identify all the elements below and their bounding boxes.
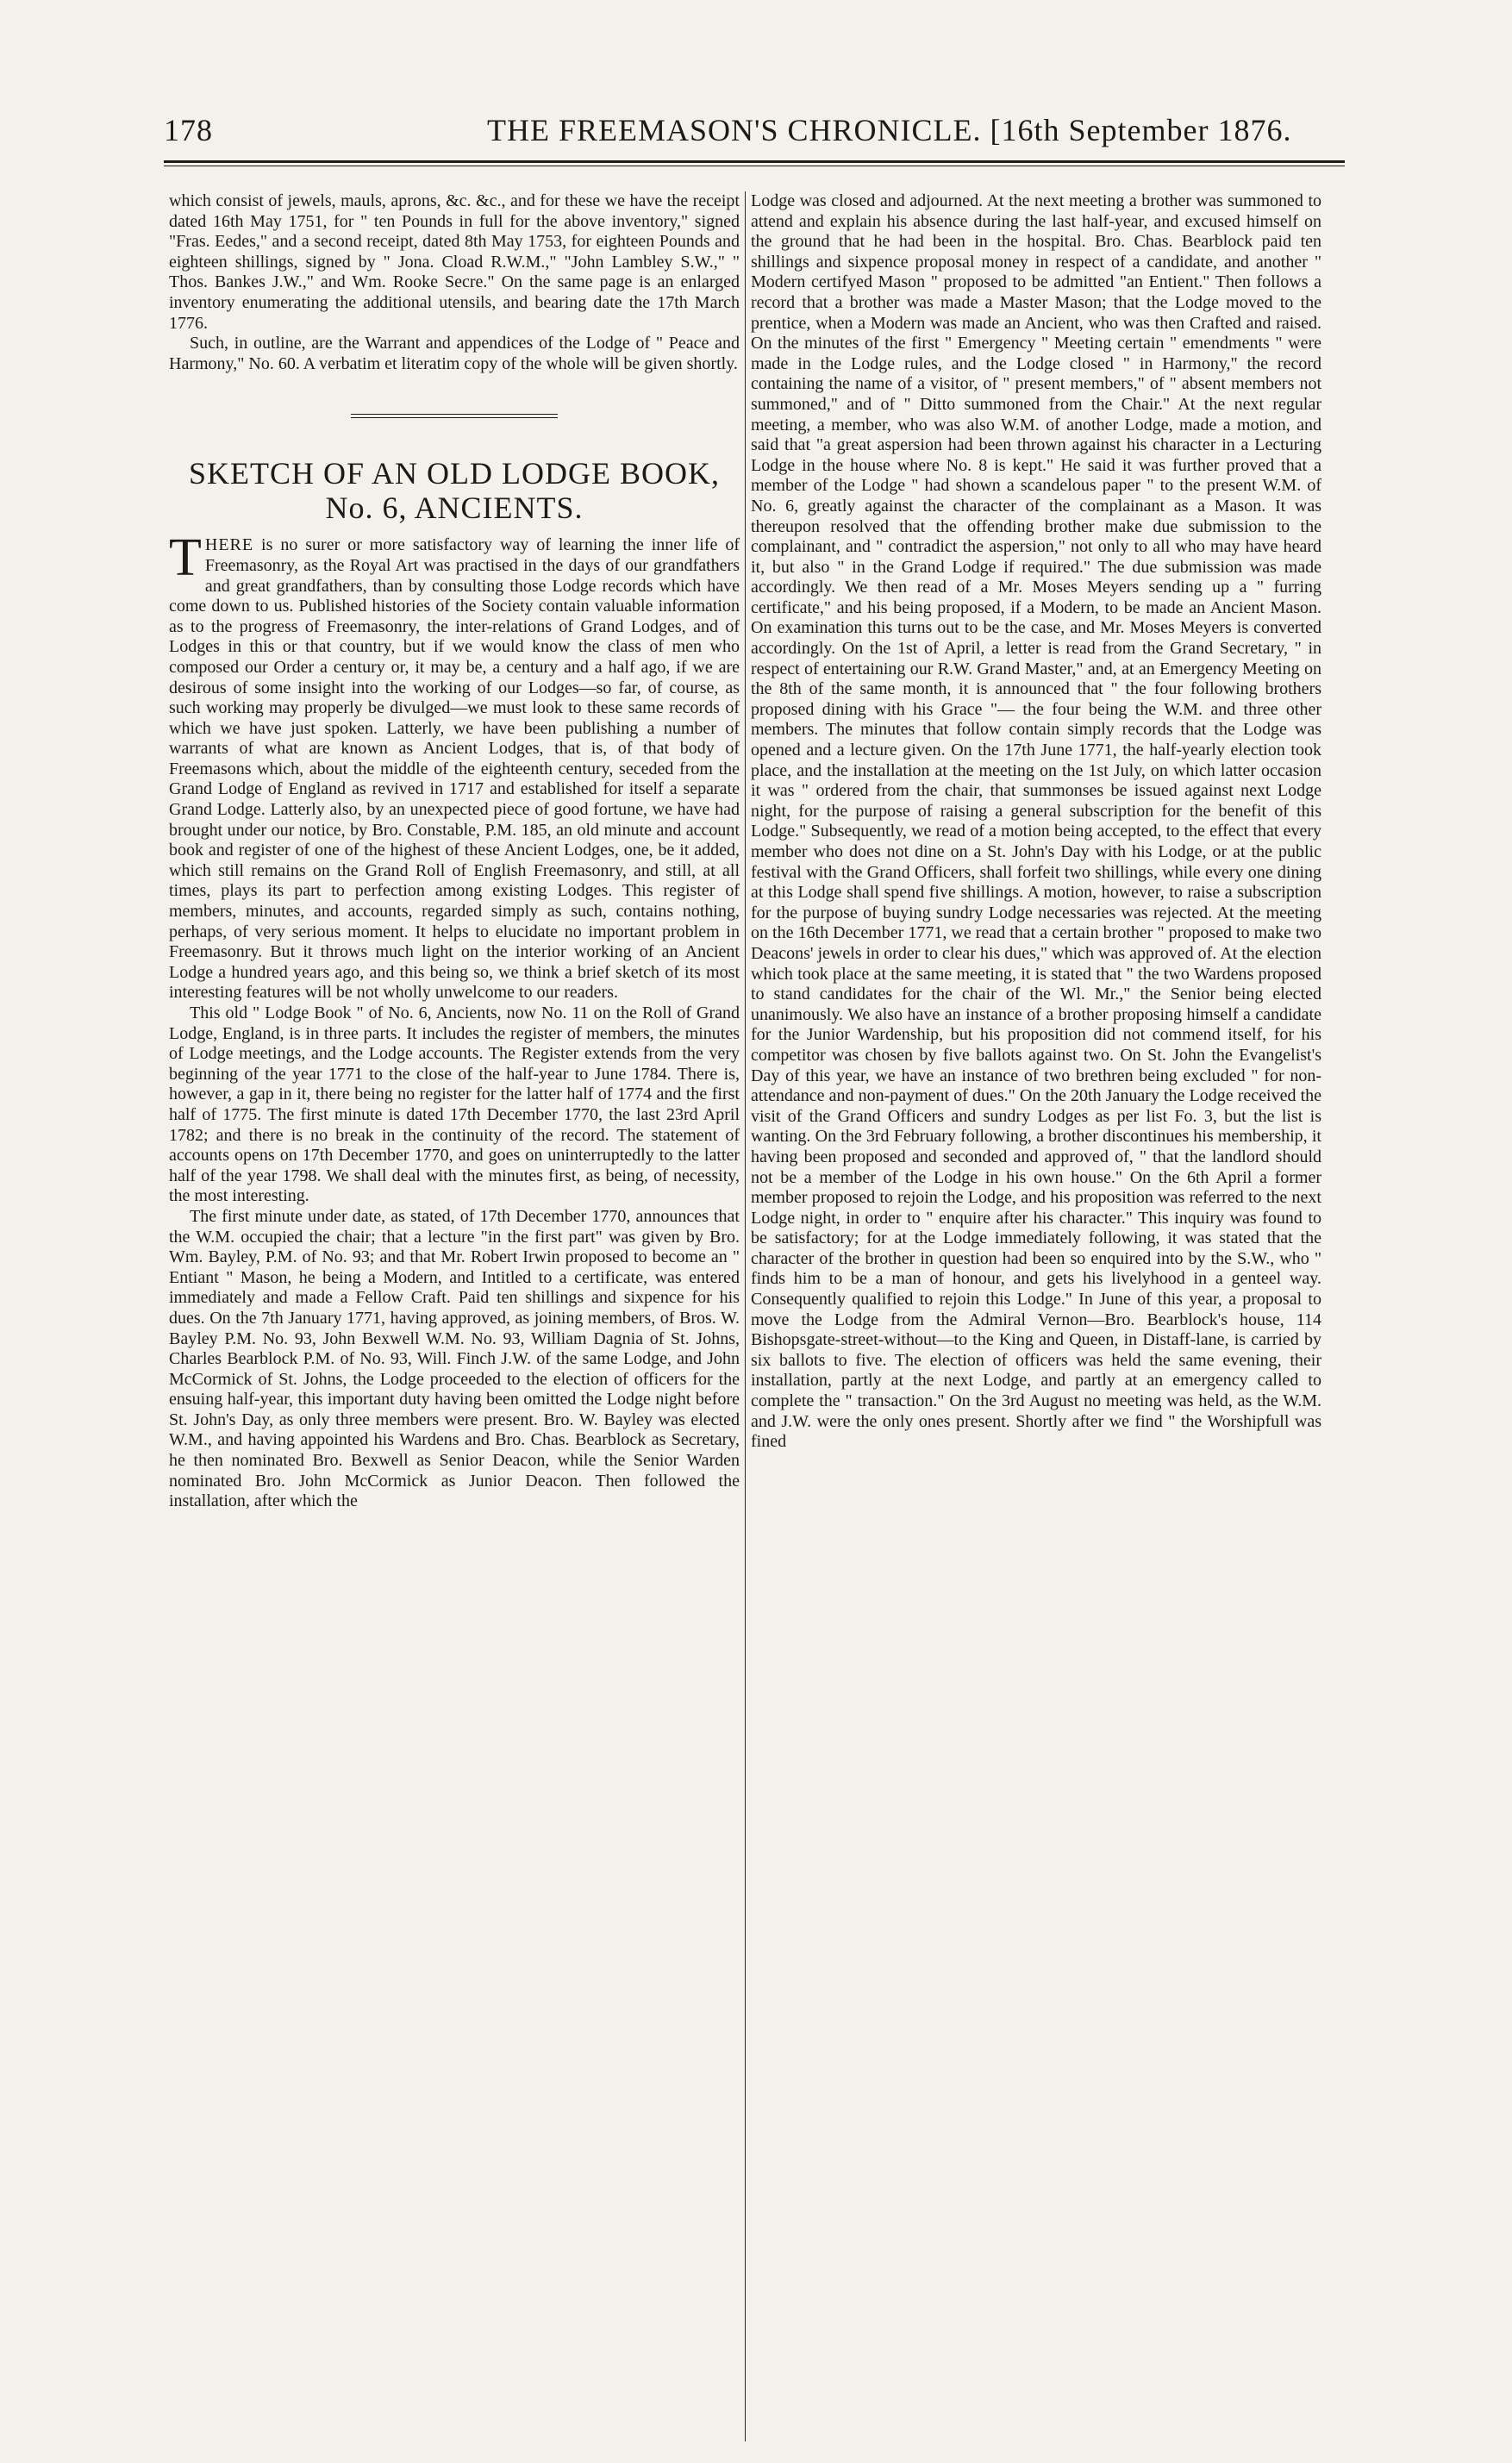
- page-number: 178: [164, 113, 213, 147]
- right-column: [751, 191, 1321, 2441]
- left-paragraph-5: The first minute under date, as stated, of 17th December 1770, announces that the W.M. occupied the chair; that a lecture "in the first part" was given by Bro. Wm. Bayley, P.M. of No. 93; and that Mr. Robert Irwin proposed to become an " Entiant " Mason, he being a Modern, and Intitled to a certificate, was entered immediately and made a Fellow Craft. Paid ten shillings and sixpence for his dues. On the 7th January 1771, having approved, as joining members, of Bros. W. Bayley P.M. No. 93, John Bexwell W.M. No. 93, William Dagnia of St. Johns, Charles Bearblock P.M. of No. 93, Will. Finch J.W. of the same Lodge, and John McCormick of St. Johns, the Lodge proceeded to the election of officers for the ensuing half-year, this important duty having been omitted the Lodge night before St. John's Day, as only three members were present. Bro. W. Bayley was elected W.M., and having appointed his Wardens and Bro. Chas. Bearblock as Secretary, he then nominated Bro. Bexwell as Senior Deacon, while the Senior Warden nominated Bro. John McCormick as Junior Deacon. Then followed the installation, after which the: [169, 1206, 740, 1511]
- article-title-line-1: SKETCH OF AN OLD LODGE BOOK,: [188, 456, 720, 491]
- section-separator: [351, 414, 558, 418]
- left-column: [169, 191, 740, 2441]
- lead-word: HERE: [204, 535, 254, 555]
- masthead: THE FREEMASON'S CHRONICLE. [16th September 1876.: [487, 113, 1292, 147]
- left-paragraph-2: Such, in outline, are the Warrant and appendices of the Lodge of " Peace and Harmony," No. 60. A verbatim et literatim copy of the whole will be given shortly.: [169, 334, 740, 373]
- page-header: [164, 112, 1345, 157]
- left-paragraph-4: This old " Lodge Book " of No. 6, Ancients, now No. 11 on the Roll of Grand Lodge, England, is in three parts. It includes the register of members, the minutes of Lodge meetings, and the Lodge accounts. The Register extends from the very beginning of the year 1771 to the close of the half-year to June 1784. There is, however, a gap in it, there being no register for the latter half of 1774 and the first half of 1775. The first minute is dated 17th December 1770, the last 23rd April 1782; and there is no break in the continuity of the record. The statement of accounts opens on 17th December 1770, and goes on uninterruptedly to the latter half of the year 1798. We shall deal with the minutes first, as being, of necessity, the most interesting.: [169, 1003, 740, 1206]
- header-rule: [164, 160, 1345, 166]
- left-paragraph-3-text: is no surer or more satisfactory way of learning the inner life of Freemasonry, as the Royal Art was practised in the days of our grandfathers and great grandfathers, than by consulting those Lodge records which have come down to us. Published histories of the Society contain valuable information as to the progress of Freemasonry, the inter-relations of Grand Lodges, and of Lodges in this or that country, but if we would know the class of men who composed our Order a century or, it may be, a century and a half ago, if we are desirous of some insight into the working of our Lodges—so far, of course, as such working may properly be divulged—we must look to these same records of which we have just spoken. Latterly, we have been publishing a number of warrants of what are known as Ancient Lodges, that is, of that body of Freemasons which, about the middle of the eighteenth century, seceded from the Grand Lodge of England as revived in 1717 and established for itself a separate Grand Lodge. Latterly also, by an unexpected piece of good fortune, we have had brought under our notice, by Bro. Constable, P.M. 185, an old minute and account book and register of one of the highest of these Ancient Lodges, one, be it added, which still remains on the Grand Roll of English Freemasonry, and still, at all times, plays its part to perfection among existing Lodges. This register of members, minutes, and accounts, regarded simply as such, contains nothing, perhaps, of very serious moment. It helps to elucidate no important problem in Freemasonry. But it throws much light on the interior working of an Ancient Lodge a hundred years ago, and this being so, we think a brief sketch of its most interesting features will be not wholly unwelcome to our readers.: [169, 535, 740, 1003]
- left-paragraph-3: [169, 528, 740, 1003]
- drop-cap: T: [169, 528, 202, 588]
- article-title-line-2: No. 6, ANCIENTS.: [325, 491, 584, 526]
- left-paragraph-1: which consist of jewels, mauls, aprons, &c. &c., and for these we have the receipt dated 16th May 1751, for " ten Pounds in full for the above inventory," signed "Fras. Eedes," and a second receipt, dated 8th May 1753, for eighteen Pounds and eighteen shillings, signed by " Jona. Cload R.W.M.," "John Lambley S.W.," " Thos. Bankes J.W.," and Wm. Rooke Secre." On the same page is an enlarged inventory enumerating the additional utensils, and bearing date the 17th March 1776.: [169, 191, 740, 333]
- right-paragraph-1: Lodge was closed and adjourned. At the next meeting a brother was summoned to attend and explain his absence during the last half-year, and excused himself on the ground that he had been in the hospital. Bro. Chas. Bearblock paid ten shillings and sixpence proposal money in respect of a candidate, and another " Modern certifyed Mason " proposed to be admitted "an Entient." Then follows a record that a brother was made a Master Mason; that the Lodge moved to the prentice, when a Modern was made an Ancient, who was then Crafted and raised. On the minutes of the first " Emergency " Meeting certain " emendments " were made in the Lodge rules, and the Lodge closed " in Harmony," the record containing the name of a visitor, of " present members," of " absent members not summoned," and of " Ditto summoned from the Chair." At the next regular meeting, a member, who was also W.M. of another Lodge, made a motion, and said that "a great aspersion had been thrown against his character in a Lecturing Lodge in the house where No. 8 is kept." He said it was further proved that a member of the Lodge " had shown a scandelous paper " to the present W.M. of No. 6, greatly against the character of the complainant as a Mason. It was thereupon resolved that the offending brother make due submission to the complainant, and " contradict the aspersion," not only to all who may have heard it, but also " in the Grand Lodge if required." The due submission was made accordingly. We then read of a Mr. Moses Meyers sending up a " furring certificate," and his being proposed, if a Modern, to be made an Ancient Mason. On examination this turns out to be the case, and Mr. Moses Meyers is converted accordingly. On the 1st of April, a letter is read from the Grand Secretary, " in respect of entertaining our R.W. Grand Master," and, at an Emergency Meeting on the 8th of the same month, it is announced that " the four following brothers proposed dining with his Grace "— the four being the W.M. and three other members. The minutes that follow contain simply records that the Lodge was opened and a lecture given. On the 17th June 1771, the half-yearly election took place, and the installation at the meeting on the 1st July, on which latter occasion it was " ordered from the chair, that summonses be issued against next Lodge night, for the purpose of raising a general subscription for the benefit of this Lodge." Subsequently, we read of a motion being accepted, to the effect that every member who does not dine on a St. John's Day with his Lodge, or at the public festival with the Grand Officers, shall forfeit two shillings, while every one dining at this Lodge shall spend five shillings. A motion, however, to raise a subscription for the purpose of buying sundry Lodge necessaries was rejected. At the meeting on the 16th December 1771, we read that a certain brother " proposed to make two Deacons' jewels in order to clear his dues," which was approved of. At the election which took place at the same meeting, it is stated that " the two Wardens proposed to stand candidates for the chair of the Wl. Mr.," the Senior being elected unanimously. We also have an instance of a brother proposing himself a candidate for the Junior Wardenship, but his proposition did not commend itself, for his competitor was chosen by five ballots against two. On St. John the Evangelist's Day of this year, we have an instance of two brethren being excluded " for non-attendance and non-payment of dues." On the 20th January the Lodge received the visit of the Grand Officers and sundry Lodges as per list Fo. 3, but the list is wanting. On the 3rd February following, a brother discontinues his membership, it having been proposed and seconded and approved of, " that the landlord should not be a member of the Lodge in his own house." On the 6th April a former member proposed to rejoin the Lodge, and his proposition was referred to the next Lodge night, in order to " enquire after his character." This inquiry was found to be satisfactory; for at the Lodge immediately following, it was stated that the character of the brother in question had been so enquired into by the S.W., who " finds him to be a man of honour, and gets his livelyhood in a genteel way. Consequently qualified to rejoin this Lodge." In June of this year, a proposal to move the Lodge from the Admiral Vernon—Bro. Bearblock's house, 114 Bishopsgate-street-without—to the King and Queen, in Distaff-lane, is carried by six ballots to five. The election of officers was held the same evening, their installation, partly at the next Lodge, and partly at an emergency called to complete the " transaction." On the 3rd August no meeting was held, as the W.M. and J.W. were the only ones present. Shortly after we find " the Worshipfull was fined: [751, 191, 1321, 1452]
- column-divider: [745, 191, 746, 2441]
- article-title: [169, 456, 740, 525]
